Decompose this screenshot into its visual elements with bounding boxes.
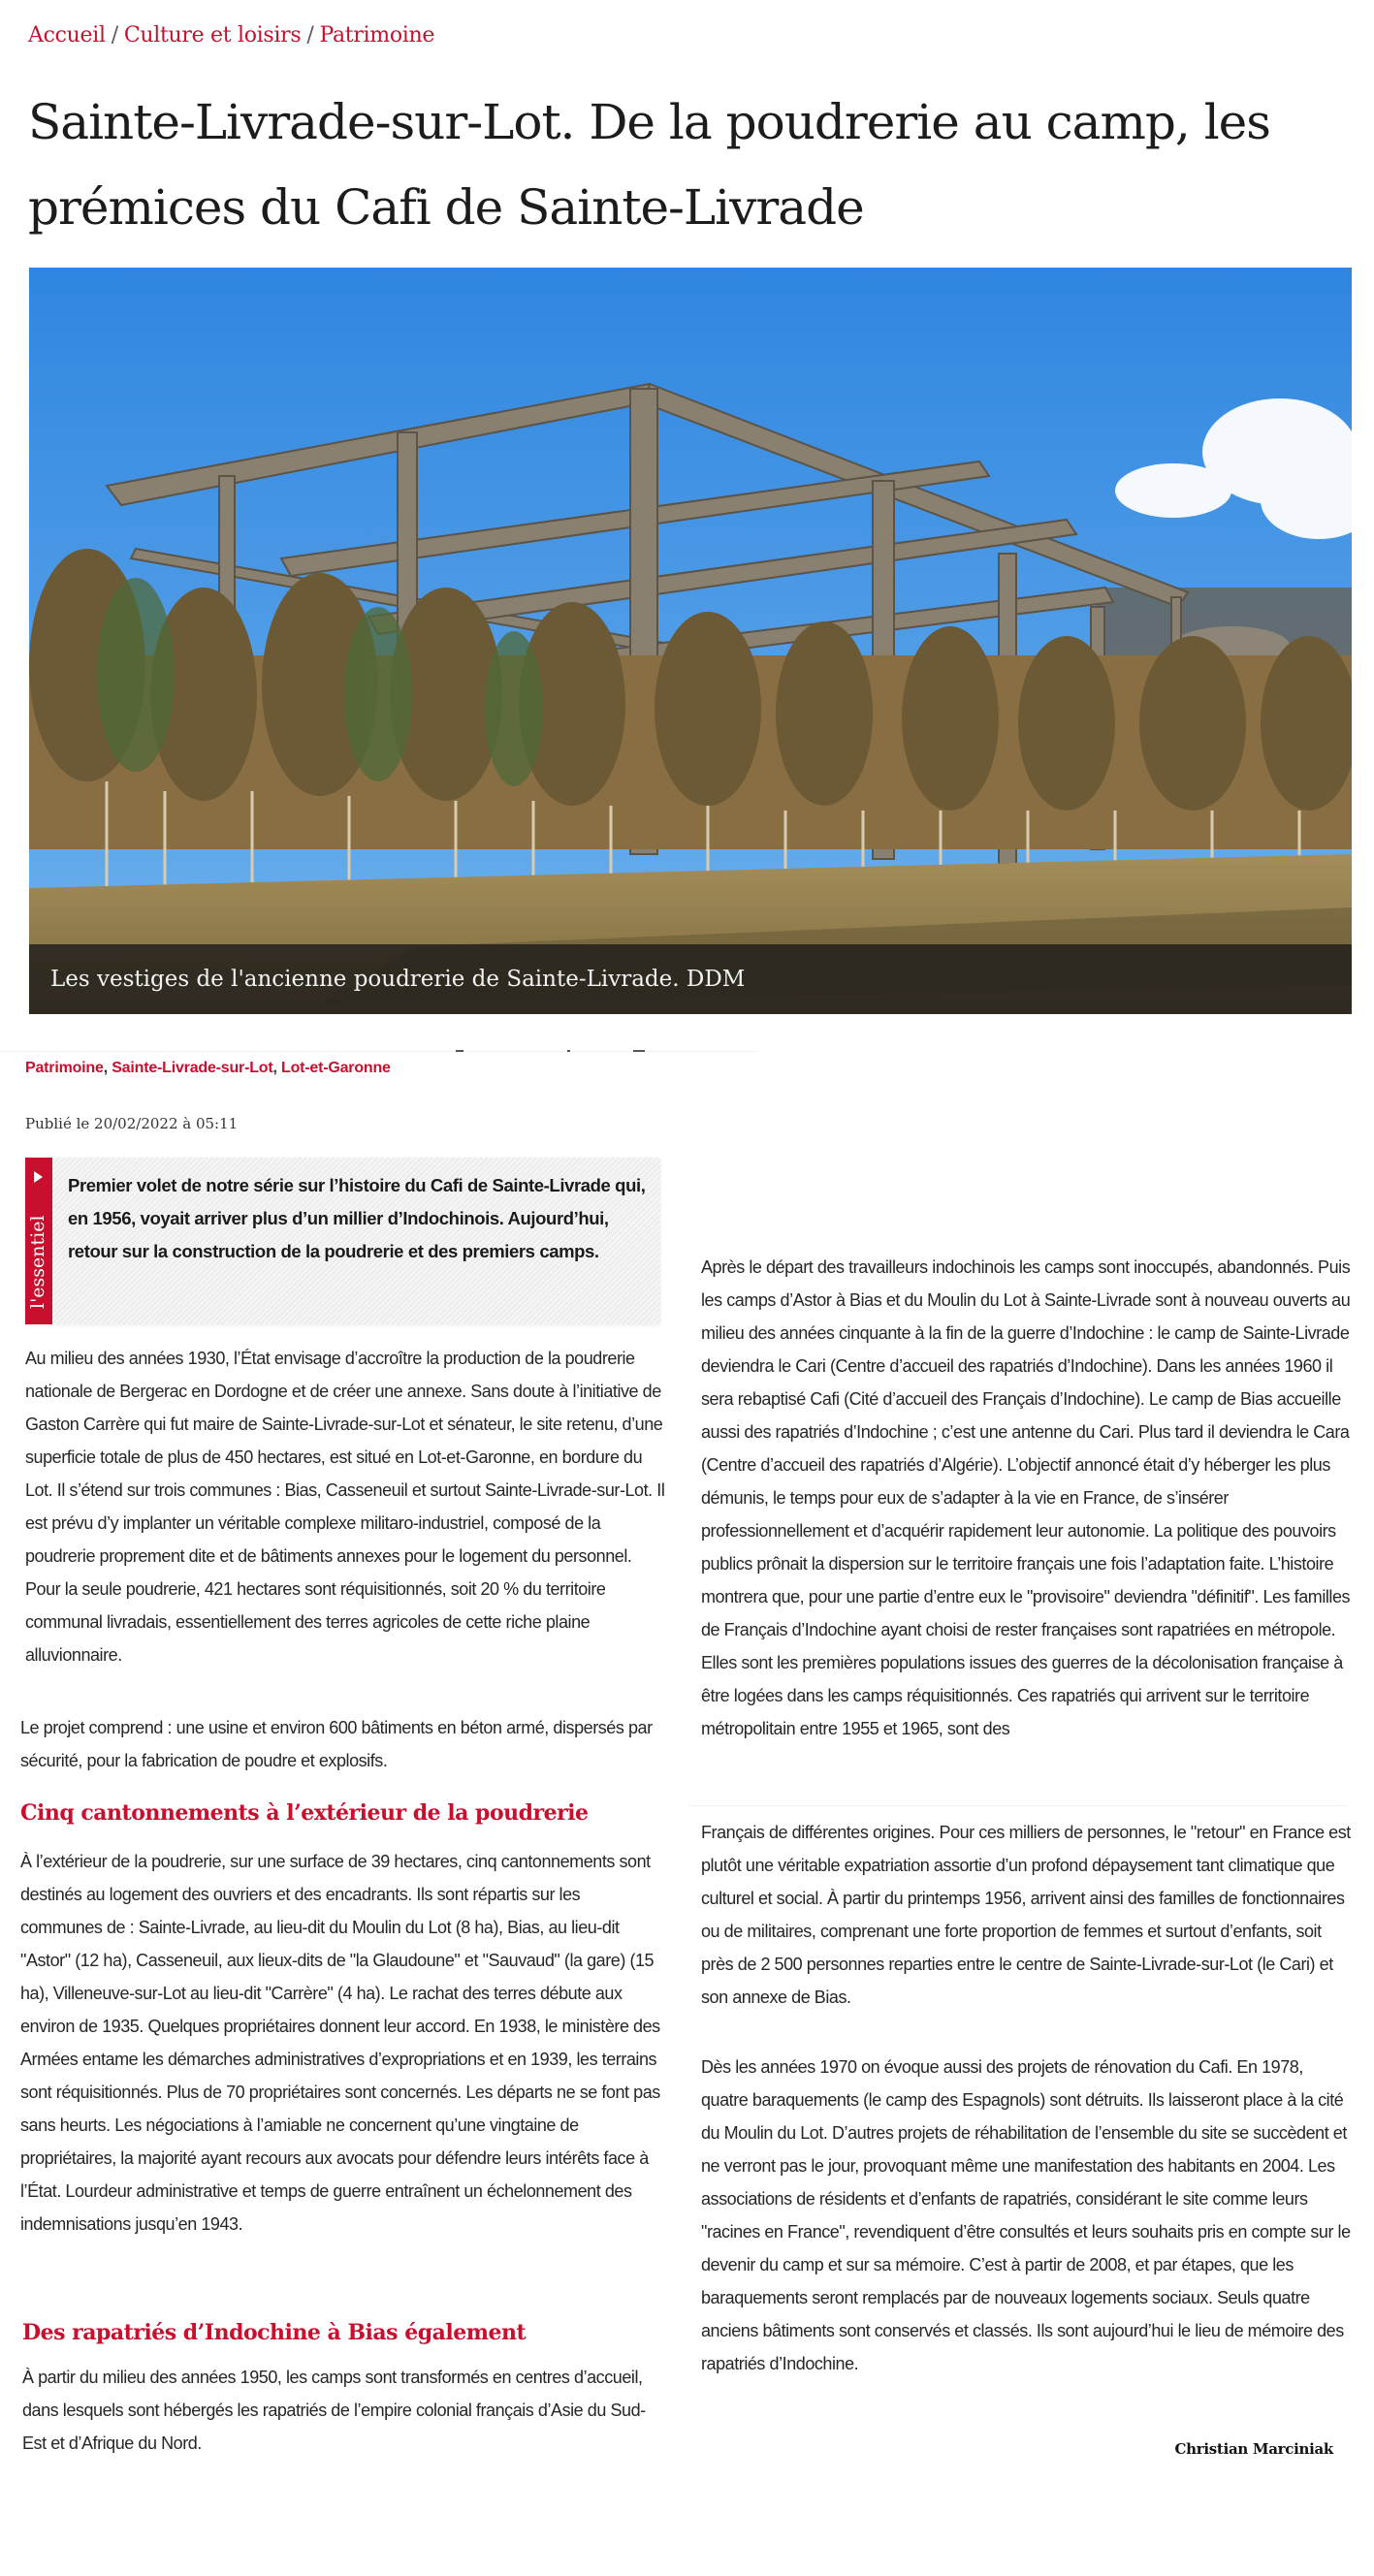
divider-mark <box>456 1050 463 1052</box>
photo-concrete-ruins-icon <box>29 268 1352 1014</box>
divider <box>688 1805 1348 1806</box>
divider-mark <box>567 1050 570 1052</box>
article-body-right <box>701 1816 1351 2023</box>
paragraph: Dès les années 1970 on évoque aussi des projets de rénovation du Cafi. En 1978, quatre baraquements (le camp des Espagnols) sont détruits. Ils laisseront place à la cité du Moulin du Lot. D’autres projets de réhabilitation de l’ensemble du site se succèdent et ne verront pas le jour, provoquant même une manifestation des habitants en 2004. Les associations de résidents et d’enfants de rapatriés, considérant le site comme leurs "racines en France", revendiquent d’être consultés et leurs souhaits pris en compte sur le devenir du camp et sur sa mémoire. C’est à partir de 2008, et par étapes, que les baraquements seront remplacés par de nouveaux logements sociaux. Seuls quatre anciens bâtiments sont conservés et classés. Ils sont aujourd’hui le lieu de mémoire des rapatriés d’Indochine. <box>701 2057 1351 2373</box>
tag-separator: , <box>103 1060 112 1076</box>
paragraph: Français de différentes origines. Pour ces milliers de personnes, le "retour" en France est plutôt une véritable expatriation assortie d’un profond dépaysement tant climatique que culturel et social. À partir du printemps 1956, arrivent ainsi des familles de fonctionnaires ou de militaires, comprenant une forte proportion de femmes et surtout d’enfants, soit près de 2 500 personnes reparties entre le centre de Sainte-Livrade-sur-Lot (le Cari) et son annexe de Bias. <box>701 1823 1351 2007</box>
article-body-left <box>25 1342 665 1681</box>
essentiel-text: Premier volet de notre série sur l’histoire du Cafi de Sainte-Livrade qui, en 1956, voyait arriver plus d’un millier d’Indochinois. Aujourd’hui, retour sur la construction de la poudrerie et des premiers camps. <box>68 1175 646 1261</box>
tag-link-patrimoine[interactable]: Patrimoine <box>25 1060 104 1076</box>
breadcrumb-separator: / <box>111 23 118 48</box>
tag-separator: , <box>272 1060 281 1076</box>
essentiel-label: l'essentiel <box>27 1215 48 1309</box>
tag-link-sainte-livrade[interactable]: Sainte-Livrade-sur-Lot <box>112 1060 273 1076</box>
essentiel-box <box>25 1158 660 1324</box>
hero-figure <box>29 268 1352 1014</box>
article-tags <box>25 1060 391 1077</box>
breadcrumb-separator: / <box>306 23 314 48</box>
article-body-right <box>701 2051 1351 2390</box>
essentiel-tab <box>25 1158 52 1324</box>
divider-mark <box>633 1050 645 1052</box>
section-heading <box>20 1797 665 1829</box>
triangle-right-icon <box>34 1171 43 1183</box>
section-heading-cantonnements: Cinq cantonnements à l’extérieur de la poudrerie <box>20 1800 589 1826</box>
paragraph: Le projet comprend : une usine et environ 600 bâtiments en béton armé, dispersés par sécurité, pour la fabrication de poudre et explosifs. <box>20 1718 653 1770</box>
paragraph: À partir du milieu des années 1950, les camps sont transformés en centres d’accueil, dans lesquels sont hébergés les rapatriés de l’empire colonial français d’Asie du Sud-Est et d’Afrique du Nord. <box>22 2368 646 2453</box>
author-name: Christian Marciniak <box>1174 2440 1333 2458</box>
section-heading-rapatries: Des rapatriés d’Indochine à Bias également <box>22 2320 527 2345</box>
page-title: Sainte-Livrade-sur-Lot. De la poudrerie au camp, les prémices du Cafi de Sainte-Livrade <box>28 94 1270 236</box>
article-body-left <box>20 1711 665 1787</box>
article-body-right <box>701 1251 1351 1755</box>
breadcrumb-patrimoine-link[interactable]: Patrimoine <box>319 23 435 48</box>
paragraph: Après le départ des travailleurs indochinois les camps sont inoccupés, abandonnés. Puis les camps d’Astor à Bias et du Moulin du Lot à Sainte-Livrade sont à nouveau ouverts au milieu des années cinquante à la fin de la guerre d’Indochine : le camp de Sainte-Livrade deviendra le Cari (Centre d’accueil des rapatriés d’Indochine). Dans les années 1960 il sera rebaptisé Cafi (Cité d’accueil des Français d’Indochine). Le camp de Bias accueille aussi des rapatriés d’Indochine ; c’est une antenne du Cari. Plus tard il deviendra le Cara (Centre d’accueil des rapatriés d’Algérie). L’objectif annoncé était d’y héberger les plus démunis, le temps pour eux de s’adapter à la vie en France, de s’insérer professionnellement et d’acquérir rapidement leur autonomie. La politique des pouvoirs publics prônait la dispersion sur le territoire français une fois l’adaptation faite. L’histoire montrera que, pour une partie d’entre eux le "provisoire" deviendra "définitif". Les familles de Français d’Indochine ayant choisi de rester françaises sont rapatriées en métropole. Elles sont les premières populations issues des guerres de la décolonisation française à être logées dans les camps réquisitionnés. Ces rapatriés qui arrivent sur le territoire métropolitain entre 1955 et 1965, sont des <box>701 1257 1351 1738</box>
article-body-left <box>22 2361 667 2469</box>
breadcrumb-culture-link[interactable]: Culture et loisirs <box>123 23 302 48</box>
published-date: Publié le 20/02/2022 à 05:11 <box>25 1115 239 1132</box>
article-body-left <box>20 1845 665 2250</box>
paragraph: À l’extérieur de la poudrerie, sur une surface de 39 hectares, cinq cantonnements sont destinés au logement des ouvriers et des encadrants. Ils sont répartis sur les communes de : Sainte-Livrade, au lieu-dit du Moulin du Lot (8 ha), Bias, au lieu-dit "Astor" (12 ha), Casseneuil, aux lieux-dits de "la Glaudoune" et "Sauvaud" (la gare) (15 ha), Villeneuve-sur-Lot au lieu-dit "Carrère" (4 ha). Le rachat des terres débute aux environ de 1935. Quelques propriétaires donnent leur accord. En 1938, le ministère des Armées entame les démarches administratives d’expropriations et en 1939, les terrains sont réquisitionnés. Plus de 70 propriétaires sont concernés. Les départs ne se font pas sans heurts. Les négociations à l’amiable ne concernent qu’une vingtaine de propriétaires, la majorité ayant recours aux avocats pour défendre leurs intérêts face à l’État. Lourdeur administrative et temps de guerre entraînent un échelonnement des indemnisations jusqu’en 1943. <box>20 1852 660 2234</box>
breadcrumb-home-link[interactable]: Accueil <box>28 23 106 48</box>
section-heading <box>22 2316 667 2349</box>
breadcrumb <box>28 23 434 48</box>
paragraph: Au milieu des années 1930, l’État envisage d’accroître la production de la poudrerie nationale de Bergerac en Dordogne et de créer une annexe. Sans doute à l’initiative de Gaston Carrère qui fut maire de Sainte-Livrade-sur-Lot et sénateur, le site retenu, d’une superficie totale de plus de 450 hectares, est situé en Lot-et-Garonne, en bordure du Lot. Il s’étend sur trois communes : Bias, Casseneuil et surtout Sainte-Livrade-sur-Lot. Il est prévu d’y implanter un véritable complexe militaro-industriel, composé de la poudrerie proprement dite et de bâtiments annexes pour le logement du personnel. Pour la seule poudrerie, 421 hectares sont réquisitionnés, soit 20 % du territoire communal livradais, essentiellement des terres agricoles de cette riche plaine alluvionnaire. <box>25 1349 665 1665</box>
image-caption: Les vestiges de l'ancienne poudrerie de Sainte-Livrade. DDM <box>29 944 1352 1014</box>
tag-link-lot-et-garonne[interactable]: Lot-et-Garonne <box>281 1060 391 1076</box>
